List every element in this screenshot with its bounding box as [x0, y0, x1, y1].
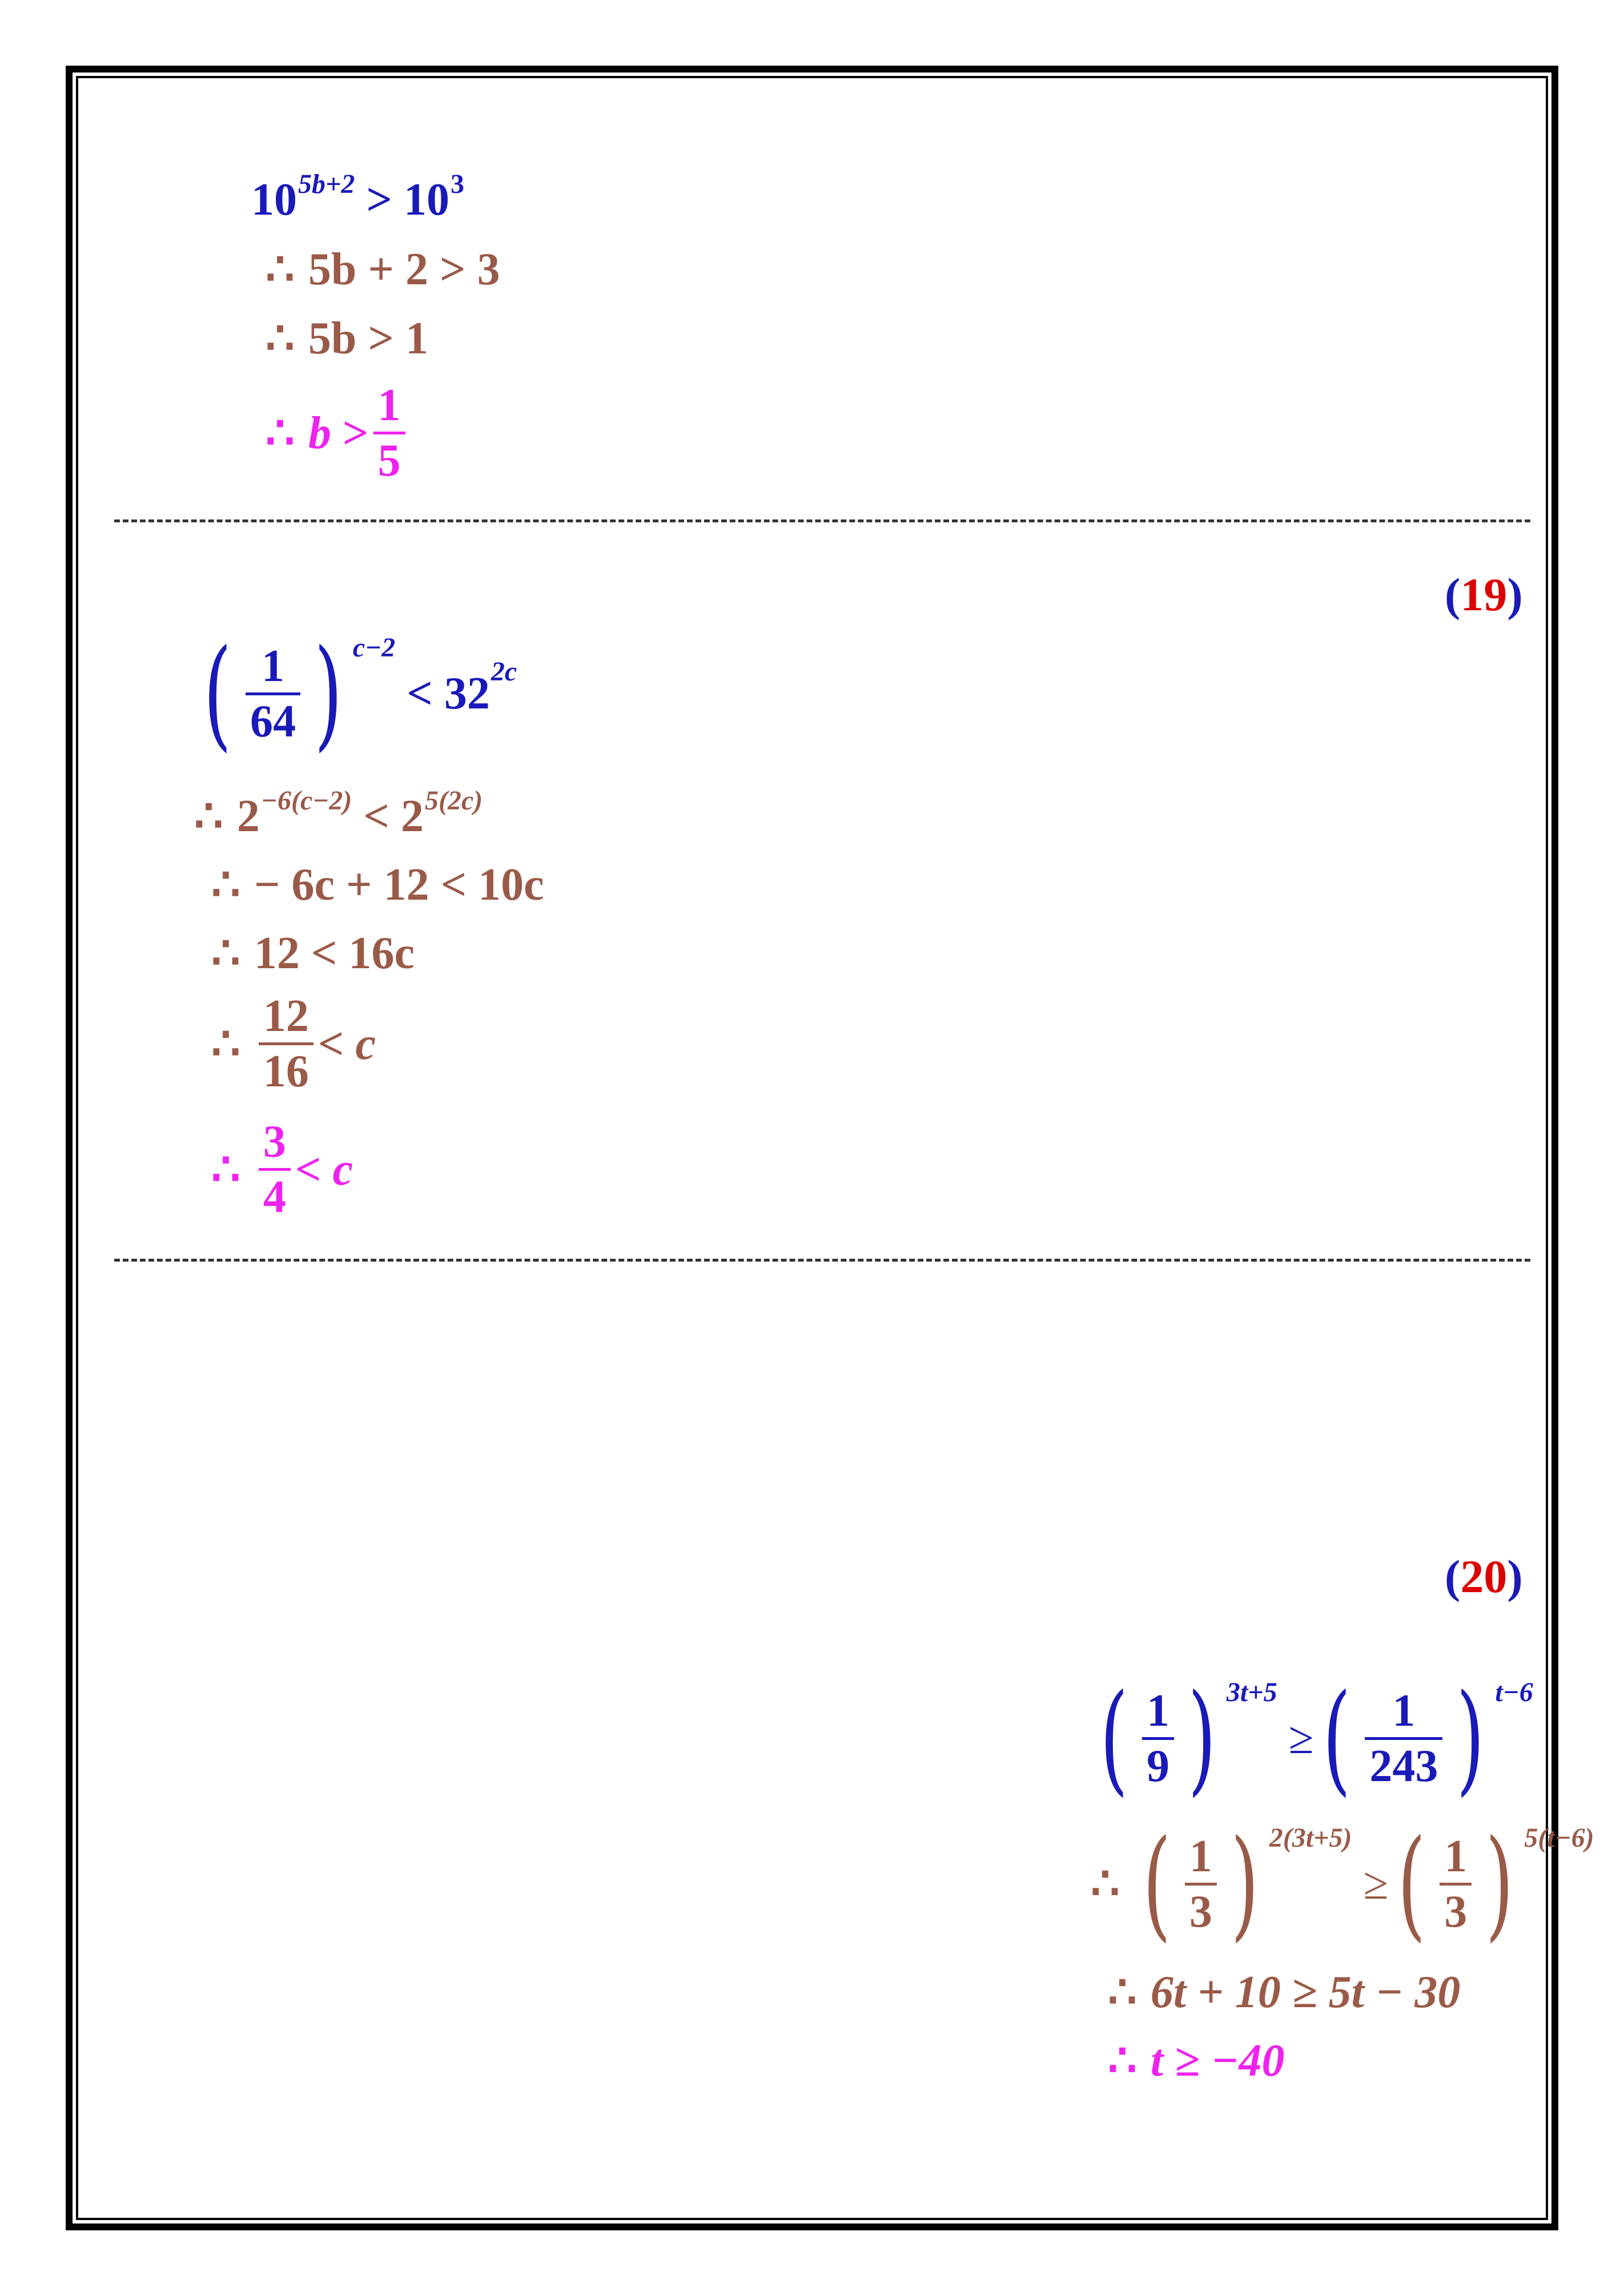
p18-line4: ∴ b > 1 5: [266, 382, 410, 484]
p18-line1: $10^{5b+2} > 10^3$: [251, 169, 464, 225]
p20-line1: ( 1 9 ) 3t+5 ≥ ( 1 243 ) t−6: [1100, 1668, 1533, 1808]
p19-line1: ( 1 64 ) c−2 < 32 2c: [203, 623, 517, 763]
p20-line2: ∴ ( 1 3 ) 2(3t+5) ≥ ( 1 3 ) 5(t−6): [1091, 1814, 1594, 1953]
problem-20-label: (20): [1445, 1550, 1523, 1602]
problem-19-label: (19): [1445, 569, 1523, 621]
divider-1: [114, 519, 1530, 522]
p18-fraction: 1 5: [373, 382, 405, 484]
p19-line6: ∴ 3 4 < c: [211, 1117, 353, 1222]
p20-line3: ∴ 6t + 10 ≥ 5t − 30: [1108, 1967, 1461, 2017]
p19-line5: ∴ 12 16 < c: [211, 991, 376, 1097]
p20-line4: ∴ t ≥ −40: [1108, 2036, 1285, 2086]
p19-line3: ∴ − 6c + 12 < 10c: [211, 860, 544, 910]
p19-line2: ∴ $2^{-6(c-2)} < 2^{5(2c)}$: [194, 786, 483, 841]
p19-line4: ∴ 12 < 16c: [211, 928, 415, 978]
divider-2: [114, 1259, 1530, 1262]
p18-line3: ∴ 5b > 1: [266, 313, 428, 364]
p18-line2: ∴ 5b + 2 > 3: [266, 244, 500, 295]
